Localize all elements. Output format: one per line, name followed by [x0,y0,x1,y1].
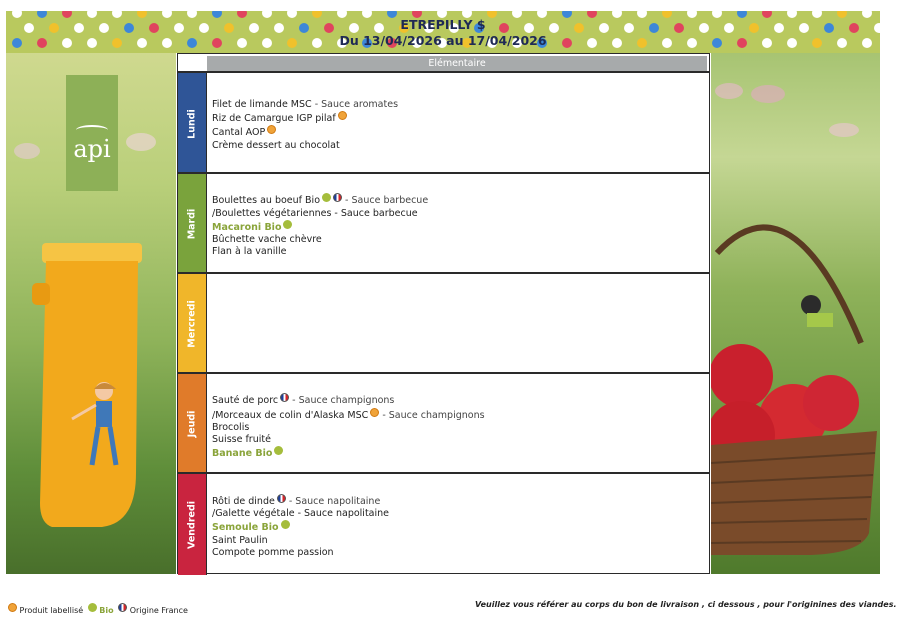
sauce-text: - Sauce champignons [379,409,485,421]
dish-name: Banane Bio [212,448,273,460]
day-row-vendredi [178,472,709,575]
day-label: Mercredi [186,300,198,348]
bio-icon [322,193,331,202]
sauce-text: - Sauce napolitaine [285,495,381,507]
day-row-mardi [178,172,709,274]
dish-name: Bûchette vache chèvre [212,234,322,246]
dish-name: Boulettes au boeuf Bio [212,195,321,207]
dish-item [212,111,705,125]
dish-item [212,520,705,534]
left-illustration-panel [6,53,176,574]
legend-labelled: Produit labellisé [19,606,84,615]
bio-icon [283,220,292,229]
labelled-product-icon [267,125,276,134]
dish-item [212,508,705,520]
labelled-product-icon [370,408,379,417]
school-title: ETREPILLY $ [400,17,486,32]
labelled-product-icon [338,111,347,120]
dish-name: Rôti de dinde [212,495,275,507]
meat-origin-note: Veuillez vous référer au corps du bon de livraison , ci dessous , pour l'originines des viandes. [475,600,897,609]
dish-item [212,208,705,220]
dish-name: /Boulettes végétariennes - Sauce barbecue [212,207,418,219]
column-header: Elémentaire [207,56,707,71]
legend-bio: Bio [99,606,114,615]
dish-name: Saint Paulin [212,534,268,546]
bio-icon [274,446,283,455]
dish-name: Macaroni Bio [212,221,282,233]
day-band [178,374,207,474]
right-illustration-panel [711,53,880,574]
dish-item [212,408,705,422]
origin-france-icon [277,494,286,503]
flower-decoration [126,133,156,151]
dish-name: Suisse fruité [212,434,271,446]
dish-item [212,422,705,434]
day-row-jeudi [178,372,709,474]
apple-basket-illustration [711,213,880,574]
dish-name: Compote pomme passion [212,546,334,558]
day-label: Lundi [186,108,198,139]
dish-item [212,234,705,246]
dish-name: Filet de limande MSC [212,98,312,110]
dish-item [212,193,705,207]
day-label: Mardi [186,208,198,240]
dish-list [212,494,705,559]
bio-icon [281,520,290,529]
dish-name: Crème dessert au chocolat [212,139,340,151]
dish-item [212,393,705,407]
day-row-lundi [178,71,709,174]
dish-list [212,99,705,152]
sauce-text: - Sauce aromates [311,98,399,110]
flower-decoration [14,143,40,159]
day-band [178,73,207,174]
dish-name: Cantal AOP [212,127,266,139]
dish-item [212,547,705,559]
dish-name: /Morceaux de colin d'Alaska MSC [212,409,369,421]
dish-item [212,246,705,258]
api-logo: api [66,75,118,191]
legend-origin: Origine France [129,606,188,615]
flower-decoration [715,83,743,99]
day-band [178,174,207,274]
dish-item [212,220,705,234]
dish-name: Semoule Bio [212,522,279,534]
dish-item [212,434,705,446]
dish-item [212,535,705,547]
labelled-product-icon [8,603,17,612]
child-on-basket [801,295,833,327]
day-row-mercredi [178,272,709,374]
sauce-text: - Sauce champignons [289,395,395,407]
dish-item [212,494,705,508]
origin-france-icon [333,193,342,202]
day-label: Jeudi [186,410,198,438]
flower-decoration [751,85,785,103]
dish-name: /Galette végétale - Sauce napolitaine [212,508,389,520]
flower-decoration [829,123,859,137]
sauce-text: - Sauce barbecue [342,195,429,207]
origin-france-icon [118,603,127,612]
dish-item [212,125,705,139]
bio-icon [88,603,97,612]
dish-list [212,193,705,258]
menu-table [177,53,710,574]
header-banner [6,11,880,53]
dish-list [212,393,705,460]
day-band [178,474,207,575]
dish-item [212,99,705,111]
dish-name: Brocolis [212,421,250,433]
dish-item [212,140,705,152]
dish-item [212,446,705,460]
legend [6,603,188,615]
origin-france-icon [280,393,289,402]
day-band [178,274,207,374]
dish-name: Flan à la vanille [212,246,287,258]
dish-name: Sauté de porc [212,395,279,407]
date-range: Du 13/04/2026 au 17/04/2026 [339,33,547,48]
yellow-boot-illustration [32,243,156,533]
dish-name: Riz de Camargue IGP pilaf [212,113,336,125]
day-label: Vendredi [186,500,198,549]
